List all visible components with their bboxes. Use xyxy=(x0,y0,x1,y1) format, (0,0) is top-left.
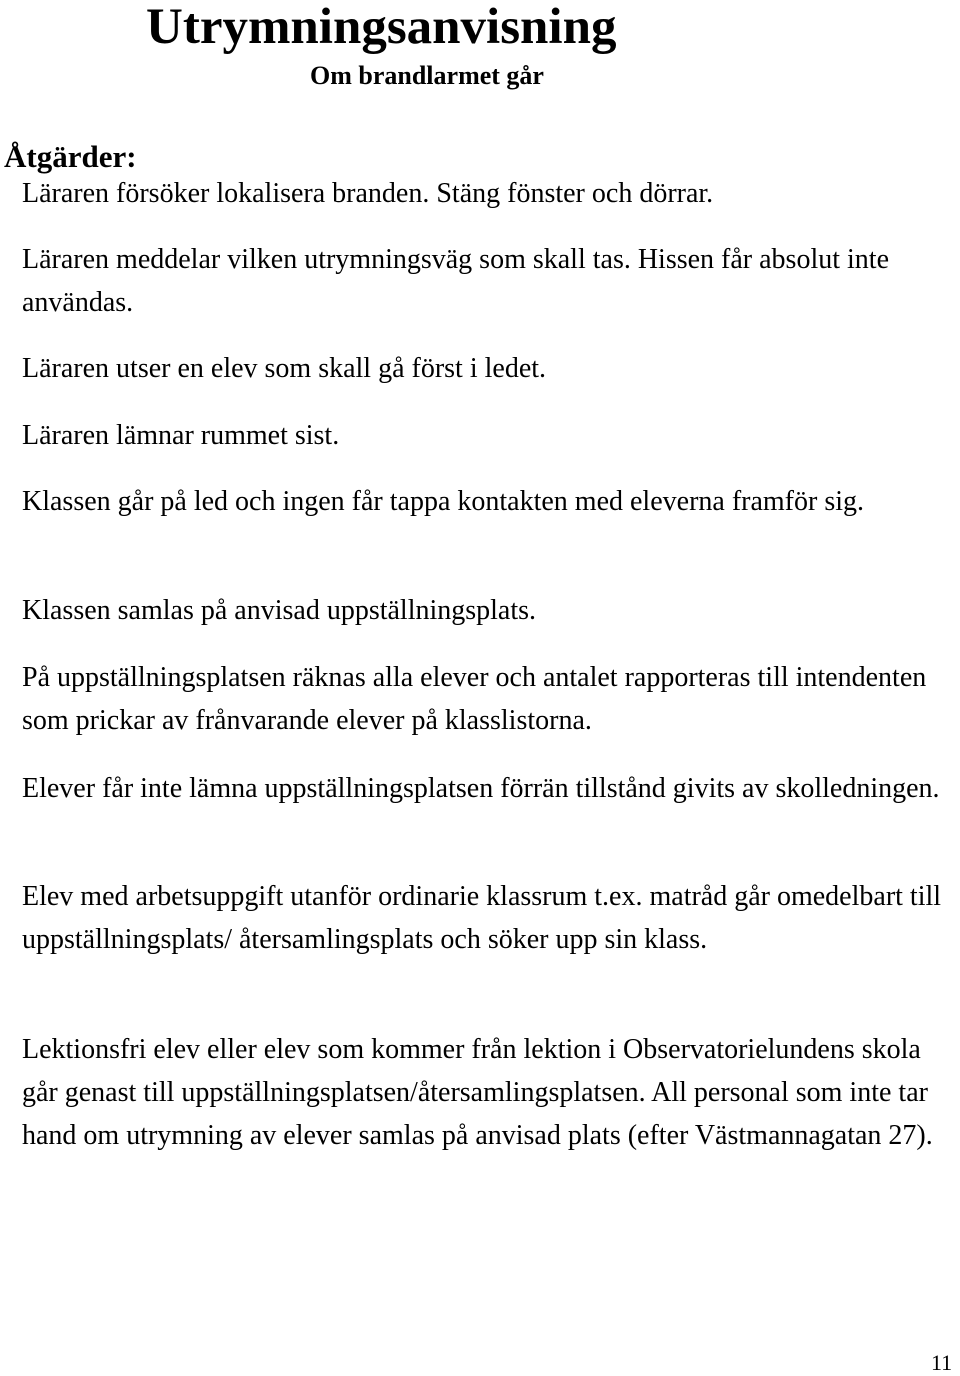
paragraph-locate-fire: Läraren försöker lokalisera branden. Stäng fönster och dörrar. xyxy=(22,178,714,209)
paragraph-evacuation-route: Läraren meddelar vilken utrymningsväg som skall tas. Hissen får absolut inte användas. xyxy=(22,244,890,318)
document-title: Utrymningsanvisning xyxy=(146,0,617,55)
section-heading-actions: Åtgärder: xyxy=(4,139,137,174)
paragraph-stay-until-permitted: Elever får inte lämna uppställningsplatsen förrän tillstånd givits av skolledningen. xyxy=(22,773,940,804)
paragraph-free-students-and-staff: Lektionsfri elev eller elev som kommer från lektion i Observatorielundens skola går genast till uppställningsplatsen/återsamlingsplatsen. All personal som inte tar hand om utrymning av elever samlas på anvisad plats (efter Västmannagatan 27). xyxy=(22,1034,933,1151)
paragraph-headcount: På uppställningsplatsen räknas alla elever och antalet rapporteras till intendenten som prickar av frånvarande elever på klasslistorna. xyxy=(22,662,927,736)
paragraph-walk-in-line: Klassen går på led och ingen får tappa kontakten med eleverna framför sig. xyxy=(22,486,864,517)
document-subtitle: Om brandlarmet går xyxy=(310,61,544,90)
paragraph-leader-student: Läraren utser en elev som skall gå först i ledet. xyxy=(22,353,547,384)
paragraph-students-outside-classroom: Elev med arbetsuppgift utanför ordinarie klassrum t.ex. matråd går omedelbart till uppställningsplats/ återsamlingsplats och söker upp sin klass. xyxy=(22,881,942,955)
page-number: 11 xyxy=(931,1350,953,1375)
paragraph-assembly-point: Klassen samlas på anvisad uppställningsplats. xyxy=(22,595,537,626)
paragraph-teacher-leaves-last: Läraren lämnar rummet sist. xyxy=(22,420,340,451)
